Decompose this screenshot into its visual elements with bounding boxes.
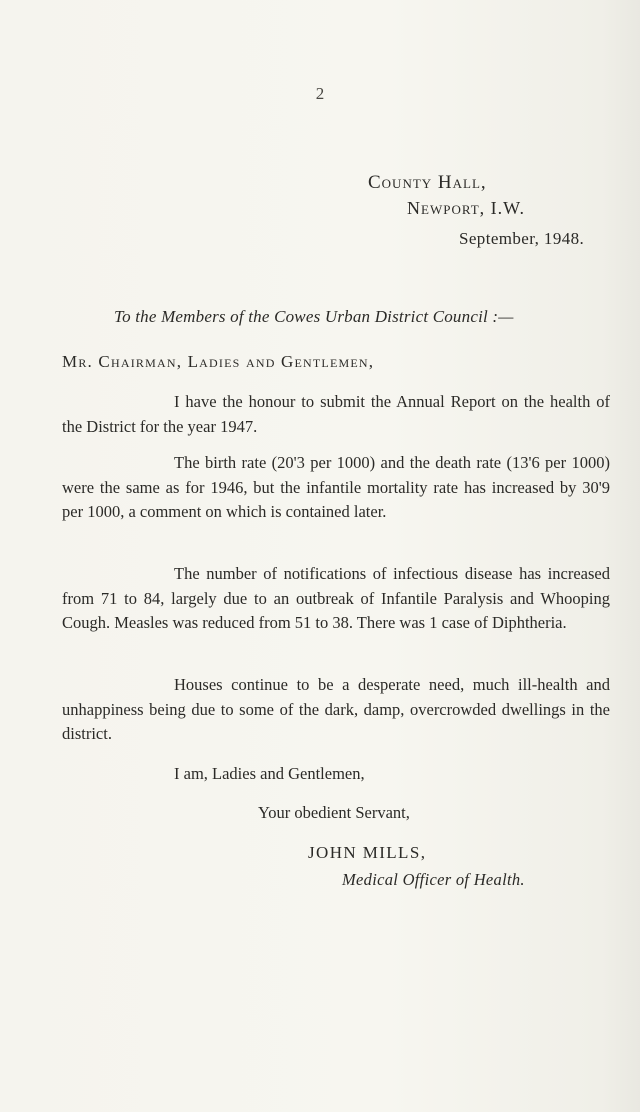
paragraph-text: The number of notifications of infectious disease has increased from 71 to 84, largely due to an outbreak of Infantile Paralysis and Whooping Cough. Measles was reduced from 51 to 38. There was 1 case of Diphtheria. <box>62 564 610 632</box>
signature-name: JOHN MILLS, <box>308 843 427 862</box>
paragraph-housing <box>62 673 610 747</box>
addressee-line: To the Members of the Cowes Urban District Council :— <box>114 307 514 326</box>
paragraph-text: I have the honour to submit the Annual Report on the health of the District for the year 1947. <box>62 392 610 436</box>
address-line-newport: Newport, I.W. <box>407 198 525 218</box>
letter-date: September, 1948. <box>459 229 585 248</box>
greeting-line: Mr. Chairman, Ladies and Gentlemen, <box>62 352 375 371</box>
paragraph-infectious-disease <box>62 562 610 636</box>
page-number: 2 <box>315 84 325 103</box>
paragraph-text: Houses continue to be a desperate need, much ill-health and unhappiness being due to some of the dark, damp, overcrowded dwellings in the district. <box>62 675 610 743</box>
closing-line-obedient-servant: Your obedient Servant, <box>258 803 410 822</box>
paragraph-text: The birth rate (20'3 per 1000) and the death rate (13'6 per 1000) were the same as for 1946, but the infantile mortality rate has increased by 30'9 per 1000, a comment on which is contained later. <box>62 453 610 521</box>
paragraph-report-submission <box>62 390 610 439</box>
paragraph-birth-death-rates <box>62 451 610 525</box>
address-line-county-hall: County Hall, <box>368 172 487 193</box>
signature-title: Medical Officer of Health. <box>342 870 525 889</box>
closing-line-ladies-gentlemen: I am, Ladies and Gentlemen, <box>174 764 365 783</box>
